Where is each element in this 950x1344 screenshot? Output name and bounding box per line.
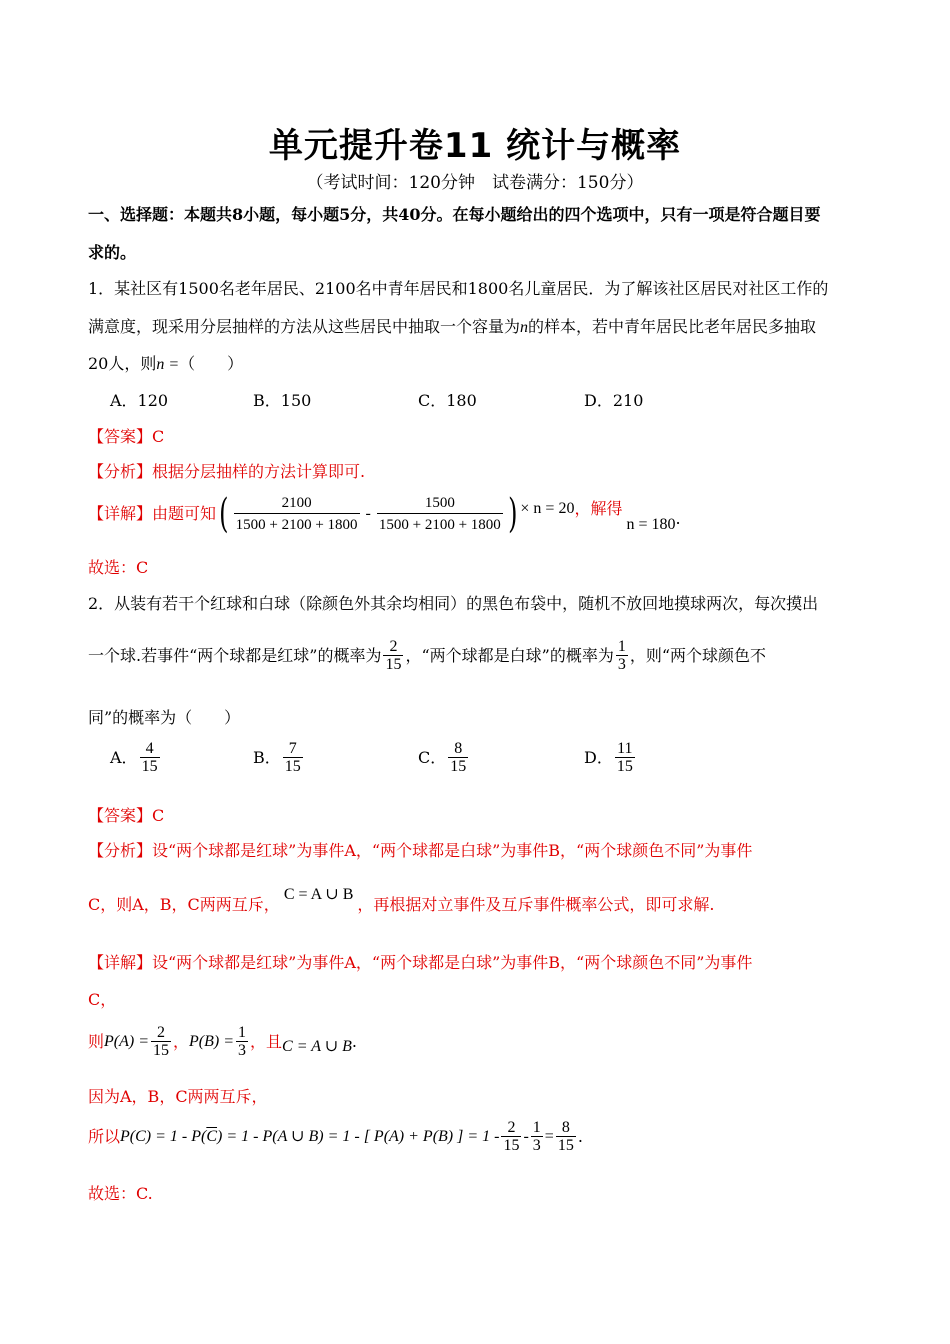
eq-frac-2 <box>531 1120 543 1154</box>
q2-frac-red <box>383 639 403 673</box>
frac-numerator: 8 <box>561 1119 570 1136</box>
q1-result: n = 180 <box>626 516 676 533</box>
q1-option-d: D．210 <box>584 391 644 410</box>
frac-numerator: 1500 <box>424 495 455 511</box>
frac-denominator: 3 <box>532 1137 541 1154</box>
q1-answer: 【答案】C <box>88 427 165 446</box>
q1-stem-line2 <box>88 317 816 338</box>
right-paren: ) <box>507 491 518 537</box>
left-paren: ( <box>219 491 229 537</box>
frac-denominator: 15 <box>503 1137 520 1154</box>
frac-numerator: 1 <box>238 1024 247 1041</box>
q2-answer: 【答案】C <box>88 806 165 825</box>
q2-option-d <box>584 741 637 775</box>
comma: ， <box>173 1032 190 1051</box>
period: . <box>577 1127 583 1146</box>
q1-frac-1 <box>234 493 360 535</box>
eq-cbar: $\overline{C}$ <box>206 1128 218 1145</box>
frac-denominator: 15 <box>284 758 301 775</box>
c-union: C = A ∪ B <box>282 1038 352 1055</box>
frac-denominator: 15 <box>616 758 633 775</box>
q1-stem-line1: 1．某社区有1500名老年居民、2100名中青年居民和1800名儿童居民．为了解该社区居民对社区工作的 <box>88 279 829 298</box>
q1-frac-2 <box>377 493 503 535</box>
q1-option-b: B．150 <box>253 391 312 410</box>
q1-detail <box>88 493 681 535</box>
minus-sign: - <box>365 505 371 522</box>
section-heading-line1: 一、选择题：本题共8小题，每小题5分，共40分。在每小题给出的四个选项中，只有一项是符合题目要 <box>88 205 821 224</box>
q2-detail-line1: 【详解】设“两个球都是红球”为事件A，“两个球都是白球”为事件B，“两个球颜色不同”为事件 <box>88 953 753 972</box>
q2-stem-text: ，则“两个球颜色不 <box>629 646 767 665</box>
frac-numerator: 1 <box>532 1119 541 1136</box>
option-label: D． <box>584 748 613 767</box>
eq-frac-3 <box>556 1120 576 1154</box>
frac-denominator: 15 <box>557 1137 574 1154</box>
frac-denominator: 1500 + 2100 + 1800 <box>377 513 503 535</box>
q2-stem-line1: 2．从装有若干个红球和白球（除颜色外其余均相同）的黑色布袋中，随机不放回地摸球两次，每次摸出 <box>88 594 819 613</box>
prob-a-frac <box>151 1025 171 1059</box>
frac-numerator: 8 <box>454 740 463 757</box>
period: . <box>351 1032 357 1051</box>
frac-numerator: 11 <box>617 740 633 757</box>
q2-analysis-text: C，则A，B，C两两互斥， <box>88 895 280 914</box>
q1-stem-line3 <box>88 354 243 375</box>
q2-stem-text: 一个球.若事件“两个球都是红球”的概率为 <box>88 646 382 665</box>
frac-numerator: 1 <box>617 638 626 655</box>
q1-stem-text: 满意度，现采用分层抽样的方法从这些居民中抽取一个容量为 <box>88 317 521 336</box>
eq-part: ) = 1 - P(A ∪ B) = 1 - [ P(A) + P(B) ] = 1 - <box>217 1128 500 1145</box>
option-fraction <box>140 741 160 775</box>
q2-conclusion: 故选：C. <box>88 1184 153 1203</box>
frac-numerator: 2 <box>157 1024 166 1041</box>
q1-analysis: 【分析】根据分层抽样的方法计算即可. <box>88 462 366 481</box>
eq-part: P(C) = 1 - P( <box>120 1128 207 1145</box>
q1-option-c: C．180 <box>418 391 477 410</box>
q2-detail-text: 则 <box>88 1032 105 1051</box>
option-fraction <box>448 741 468 775</box>
q2-stem-line2 <box>88 639 766 673</box>
frac-numerator: 4 <box>145 740 154 757</box>
prob-b: P(B) = <box>189 1033 235 1050</box>
exam-info: （考试时间：120分钟 试卷满分：150分） <box>306 173 644 193</box>
q1-var-n: n <box>520 319 529 336</box>
q2-analysis-line1: 【分析】设“两个球都是红球”为事件A，“两个球都是白球”为事件B，“两个球颜色不同”为事件 <box>88 841 753 860</box>
frac-numerator: 7 <box>288 740 297 757</box>
frac-numerator: 2100 <box>281 495 312 511</box>
q2-detail-line4: 因为A，B，C两两互斥， <box>88 1087 268 1106</box>
frac-denominator: 15 <box>141 758 158 775</box>
frac-numerator: 2 <box>507 1119 516 1136</box>
option-label: B． <box>253 748 281 767</box>
frac-denominator: 15 <box>153 1042 170 1059</box>
q2-detail-line5 <box>88 1120 583 1154</box>
q2-stem-line3: 同”的概率为（ ） <box>88 708 241 727</box>
equals-sign: = <box>544 1128 554 1145</box>
frac-denominator: 3 <box>238 1042 247 1059</box>
minus-sign: - <box>523 1128 529 1145</box>
q1-var-n-eq: n = <box>156 356 180 373</box>
q2-analysis-text: ，再根据对立事件及互斥事件概率公式，即可求解. <box>357 895 715 914</box>
q2-option-b <box>253 741 305 775</box>
q2-detail-line2: C， <box>88 990 117 1009</box>
q1-conclusion: 故选：C <box>88 558 149 577</box>
q2-detail-text: ，且 <box>250 1032 283 1051</box>
period: . <box>675 509 681 528</box>
frac-denominator: 15 <box>450 758 467 775</box>
q2-option-a <box>110 741 162 775</box>
frac-denominator: 1500 + 2100 + 1800 <box>234 513 360 535</box>
q1-stem-text: 的样本，若中青年居民比老年居民多抽取 <box>528 317 817 336</box>
frac-numerator: 2 <box>389 638 398 655</box>
q1-option-a: A．120 <box>110 391 169 410</box>
q1-equation: × n = 20 <box>520 500 575 517</box>
q2-option-c <box>418 741 470 775</box>
q2-stem-text: ，“两个球都是白球”的概率为 <box>405 646 614 665</box>
q2-analysis-line2 <box>88 886 715 915</box>
option-label: A． <box>110 748 138 767</box>
q1-detail-label: 【详解】由题可知 <box>88 504 217 523</box>
q1-stem-text: 20人，则 <box>88 354 157 373</box>
option-fraction <box>615 741 635 775</box>
frac-denominator: 3 <box>617 656 626 673</box>
q2-detail-line3 <box>88 1025 357 1059</box>
formula-text: C = A ∪ B <box>283 886 354 903</box>
eq-frac-1 <box>501 1120 521 1154</box>
section-heading-line2: 求的。 <box>88 243 137 262</box>
q1-solve-text: ，解得 <box>574 499 623 518</box>
q2-analysis-formula <box>284 885 354 905</box>
page-title: 单元提升卷11 统计与概率 <box>268 126 682 166</box>
q1-stem-text: （ ） <box>179 354 244 373</box>
q2-frac-white <box>616 639 628 673</box>
frac-denominator: 15 <box>385 656 402 673</box>
prob-b-frac <box>236 1025 248 1059</box>
option-label: C． <box>418 748 447 767</box>
q2-detail-text: 所以 <box>88 1127 121 1146</box>
prob-a: P(A) = <box>104 1033 150 1050</box>
option-fraction <box>283 741 303 775</box>
